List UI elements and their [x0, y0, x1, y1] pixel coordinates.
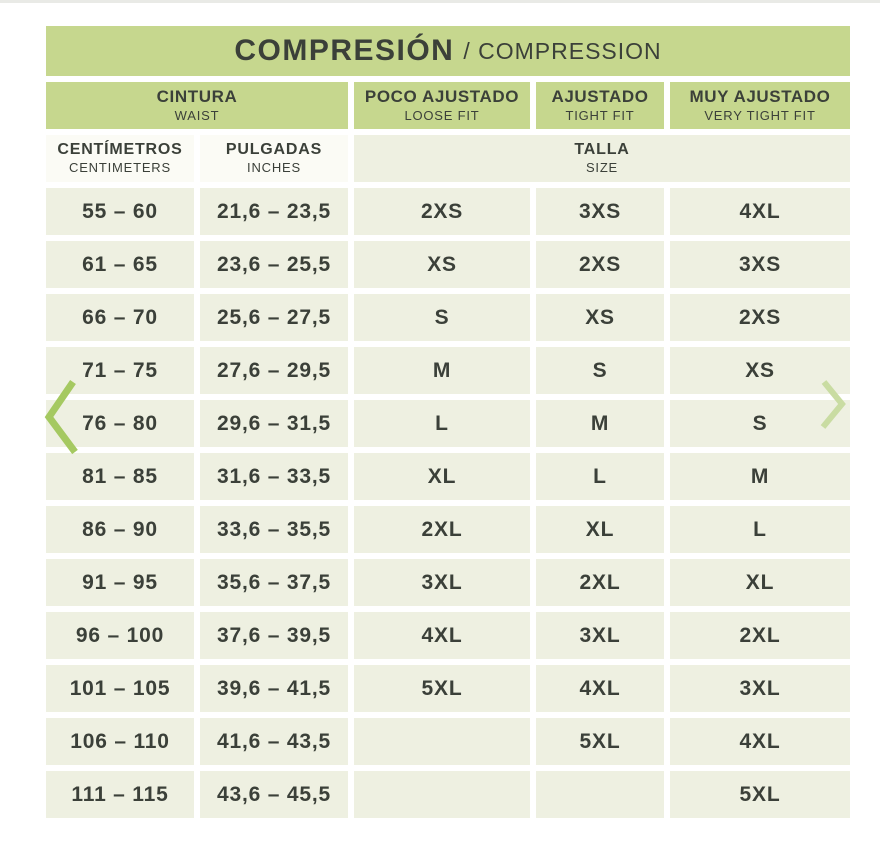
- cell-size-tight-fit: 3XS: [536, 188, 664, 235]
- cell-inches: 31,6 – 33,5: [200, 453, 348, 500]
- header-tight-fit-sublabel: TIGHT FIT: [565, 107, 635, 123]
- header-very-tight-fit-label: MUY AJUSTADO: [689, 86, 831, 106]
- cell-size-very-tight-fit: 2XL: [670, 612, 850, 659]
- cell-size-very-tight-fit: XL: [670, 559, 850, 606]
- cell-inches: 41,6 – 43,5: [200, 718, 348, 765]
- cell-size-tight-fit: S: [536, 347, 664, 394]
- cell-centimeters: 111 – 115: [46, 771, 194, 818]
- table-row: [46, 559, 850, 606]
- cell-size-tight-fit: 2XL: [536, 559, 664, 606]
- cell-size-very-tight-fit: 4XL: [670, 718, 850, 765]
- header-inches-label: PULGADAS: [225, 141, 323, 159]
- cell-inches: 43,6 – 45,5: [200, 771, 348, 818]
- cell-size-tight-fit: 4XL: [536, 665, 664, 712]
- cell-inches: 27,6 – 29,5: [200, 347, 348, 394]
- cell-centimeters: 76 – 80: [46, 400, 194, 447]
- cell-centimeters: 66 – 70: [46, 294, 194, 341]
- cell-centimeters: 61 – 65: [46, 241, 194, 288]
- cell-size-tight-fit: XL: [536, 506, 664, 553]
- cell-size-loose-fit: L: [354, 400, 530, 447]
- header-inches: [200, 135, 348, 182]
- compression-size-chart: [46, 26, 850, 818]
- cell-centimeters: 71 – 75: [46, 347, 194, 394]
- cell-size-tight-fit: M: [536, 400, 664, 447]
- header-loose-fit-sublabel: LOOSE FIT: [404, 107, 480, 123]
- header-waist-sublabel: WAIST: [174, 107, 220, 123]
- screenshot-top-border: [0, 0, 880, 3]
- header-inches-sublabel: INCHES: [247, 160, 301, 175]
- cell-size-very-tight-fit: 4XL: [670, 188, 850, 235]
- header-waist: [46, 82, 348, 129]
- header-centimeters-sublabel: CENTIMETERS: [69, 160, 171, 175]
- cell-size-very-tight-fit: 2XS: [670, 294, 850, 341]
- table-body: [46, 188, 850, 818]
- cell-size-very-tight-fit: XS: [670, 347, 850, 394]
- cell-size-tight-fit: XS: [536, 294, 664, 341]
- cell-inches: 37,6 – 39,5: [200, 612, 348, 659]
- cell-inches: 39,6 – 41,5: [200, 665, 348, 712]
- table-row: [46, 771, 850, 818]
- cell-inches: 21,6 – 23,5: [200, 188, 348, 235]
- cell-size-loose-fit: [354, 771, 530, 818]
- header-centimeters-label: CENTÍMETROS: [57, 141, 183, 159]
- cell-centimeters: 106 – 110: [46, 718, 194, 765]
- cell-size-loose-fit: 3XL: [354, 559, 530, 606]
- cell-inches: 25,6 – 27,5: [200, 294, 348, 341]
- chevron-right-icon[interactable]: [819, 378, 847, 430]
- chart-title-secondary: / COMPRESSION: [463, 37, 662, 64]
- cell-size-loose-fit: 2XS: [354, 188, 530, 235]
- table-row: [46, 347, 850, 394]
- table-row: [46, 718, 850, 765]
- cell-inches: 35,6 – 37,5: [200, 559, 348, 606]
- table-row: [46, 400, 850, 447]
- cell-size-tight-fit: 2XS: [536, 241, 664, 288]
- cell-size-very-tight-fit: S: [670, 400, 850, 447]
- cell-centimeters: 96 – 100: [46, 612, 194, 659]
- cell-size-very-tight-fit: 3XS: [670, 241, 850, 288]
- header-very-tight-fit-sublabel: VERY TIGHT FIT: [704, 107, 816, 123]
- cell-size-tight-fit: L: [536, 453, 664, 500]
- fit-header-row: [46, 82, 850, 129]
- table-row: [46, 453, 850, 500]
- cell-inches: 29,6 – 31,5: [200, 400, 348, 447]
- header-loose-fit-label: POCO AJUSTADO: [364, 86, 520, 106]
- table-row: [46, 188, 850, 235]
- cell-size-very-tight-fit: 3XL: [670, 665, 850, 712]
- cell-size-loose-fit: XL: [354, 453, 530, 500]
- cell-size-very-tight-fit: M: [670, 453, 850, 500]
- cell-centimeters: 55 – 60: [46, 188, 194, 235]
- cell-size-tight-fit: 3XL: [536, 612, 664, 659]
- cell-centimeters: 91 – 95: [46, 559, 194, 606]
- cell-size-loose-fit: 5XL: [354, 665, 530, 712]
- cell-size-tight-fit: [536, 771, 664, 818]
- chart-title-band: [46, 26, 850, 76]
- table-row: [46, 506, 850, 553]
- cell-centimeters: 101 – 105: [46, 665, 194, 712]
- chevron-left-icon[interactable]: [42, 377, 78, 457]
- table-row: [46, 294, 850, 341]
- header-very-tight-fit: [670, 82, 850, 129]
- table-row: [46, 241, 850, 288]
- header-loose-fit: [354, 82, 530, 129]
- cell-size-loose-fit: S: [354, 294, 530, 341]
- cell-inches: 23,6 – 25,5: [200, 241, 348, 288]
- cell-inches: 33,6 – 35,5: [200, 506, 348, 553]
- cell-size-loose-fit: 4XL: [354, 612, 530, 659]
- cell-size-very-tight-fit: L: [670, 506, 850, 553]
- cell-size-loose-fit: XS: [354, 241, 530, 288]
- cell-size-loose-fit: [354, 718, 530, 765]
- header-waist-label: CINTURA: [156, 86, 238, 106]
- cell-size-tight-fit: 5XL: [536, 718, 664, 765]
- chart-title-primary: COMPRESIÓN: [234, 34, 455, 67]
- table-row: [46, 612, 850, 659]
- header-centimeters: [46, 135, 194, 182]
- table-row: [46, 665, 850, 712]
- header-tight-fit-label: AJUSTADO: [551, 86, 649, 106]
- header-tight-fit: [536, 82, 664, 129]
- header-size: [354, 135, 850, 182]
- cell-centimeters: 86 – 90: [46, 506, 194, 553]
- cell-centimeters: 81 – 85: [46, 453, 194, 500]
- header-size-label: TALLA: [574, 141, 630, 159]
- cell-size-very-tight-fit: 5XL: [670, 771, 850, 818]
- cell-size-loose-fit: M: [354, 347, 530, 394]
- unit-header-row: [46, 135, 850, 182]
- header-size-sublabel: SIZE: [585, 160, 619, 175]
- cell-size-loose-fit: 2XL: [354, 506, 530, 553]
